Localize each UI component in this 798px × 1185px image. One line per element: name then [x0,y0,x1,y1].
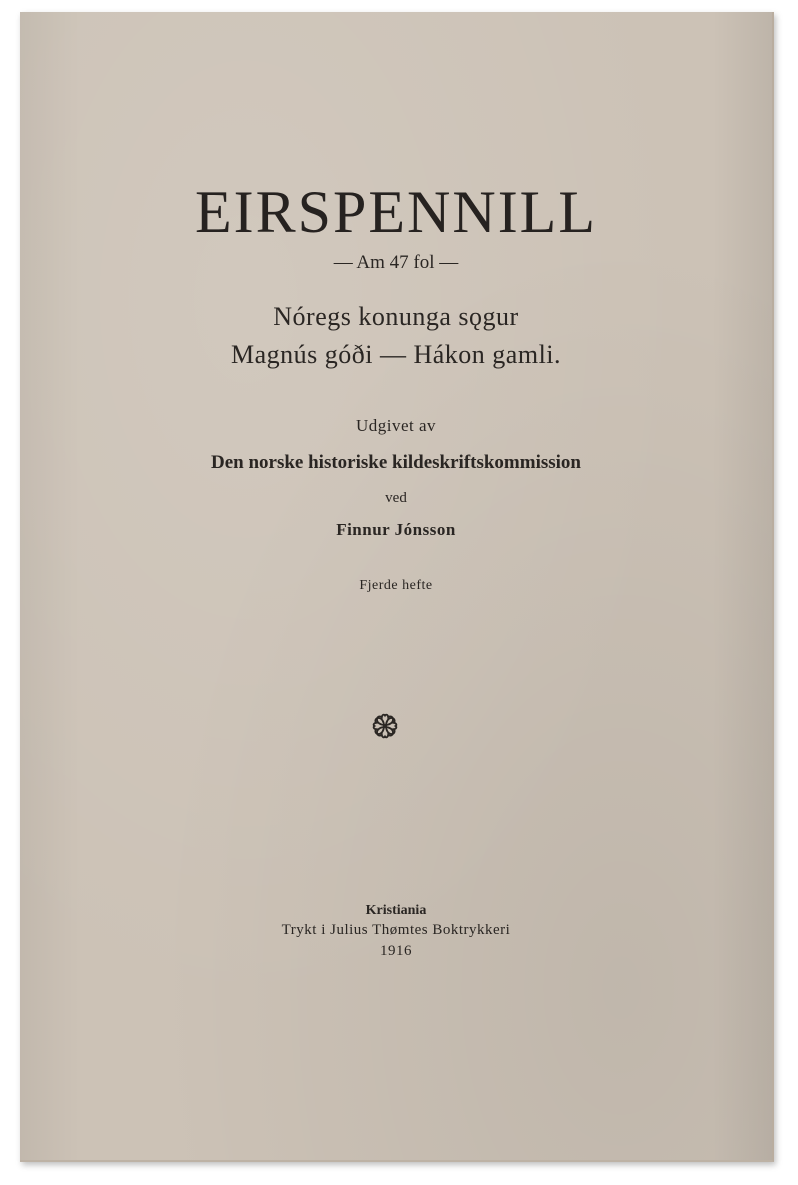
editor-name: Finnur Jónsson [336,520,456,539]
published-by-label: Udgivet av [355,416,437,435]
manuscript-shelfmark: — Am 47 fol — [333,252,459,273]
book-title: EIRSPENNILL [195,179,597,245]
place-of-publication: Kristiania [365,903,427,918]
part-number: Fjerde hefte [359,578,433,593]
subtitle-line-1: Nóregs konunga sǫgur [273,302,519,331]
subtitle-line-2: Magnús góði — Hákon gamli. [230,340,562,369]
by-label: ved [385,490,407,506]
four-leaf-ornament-icon [369,710,401,742]
printer-name: Trykt i Julius Thømtes Boktrykkeri [281,922,511,938]
publication-year: 1916 [380,943,412,959]
publisher-name: Den norske historiske kildeskriftskommission [210,452,582,473]
title-page-sheet [20,12,774,1162]
